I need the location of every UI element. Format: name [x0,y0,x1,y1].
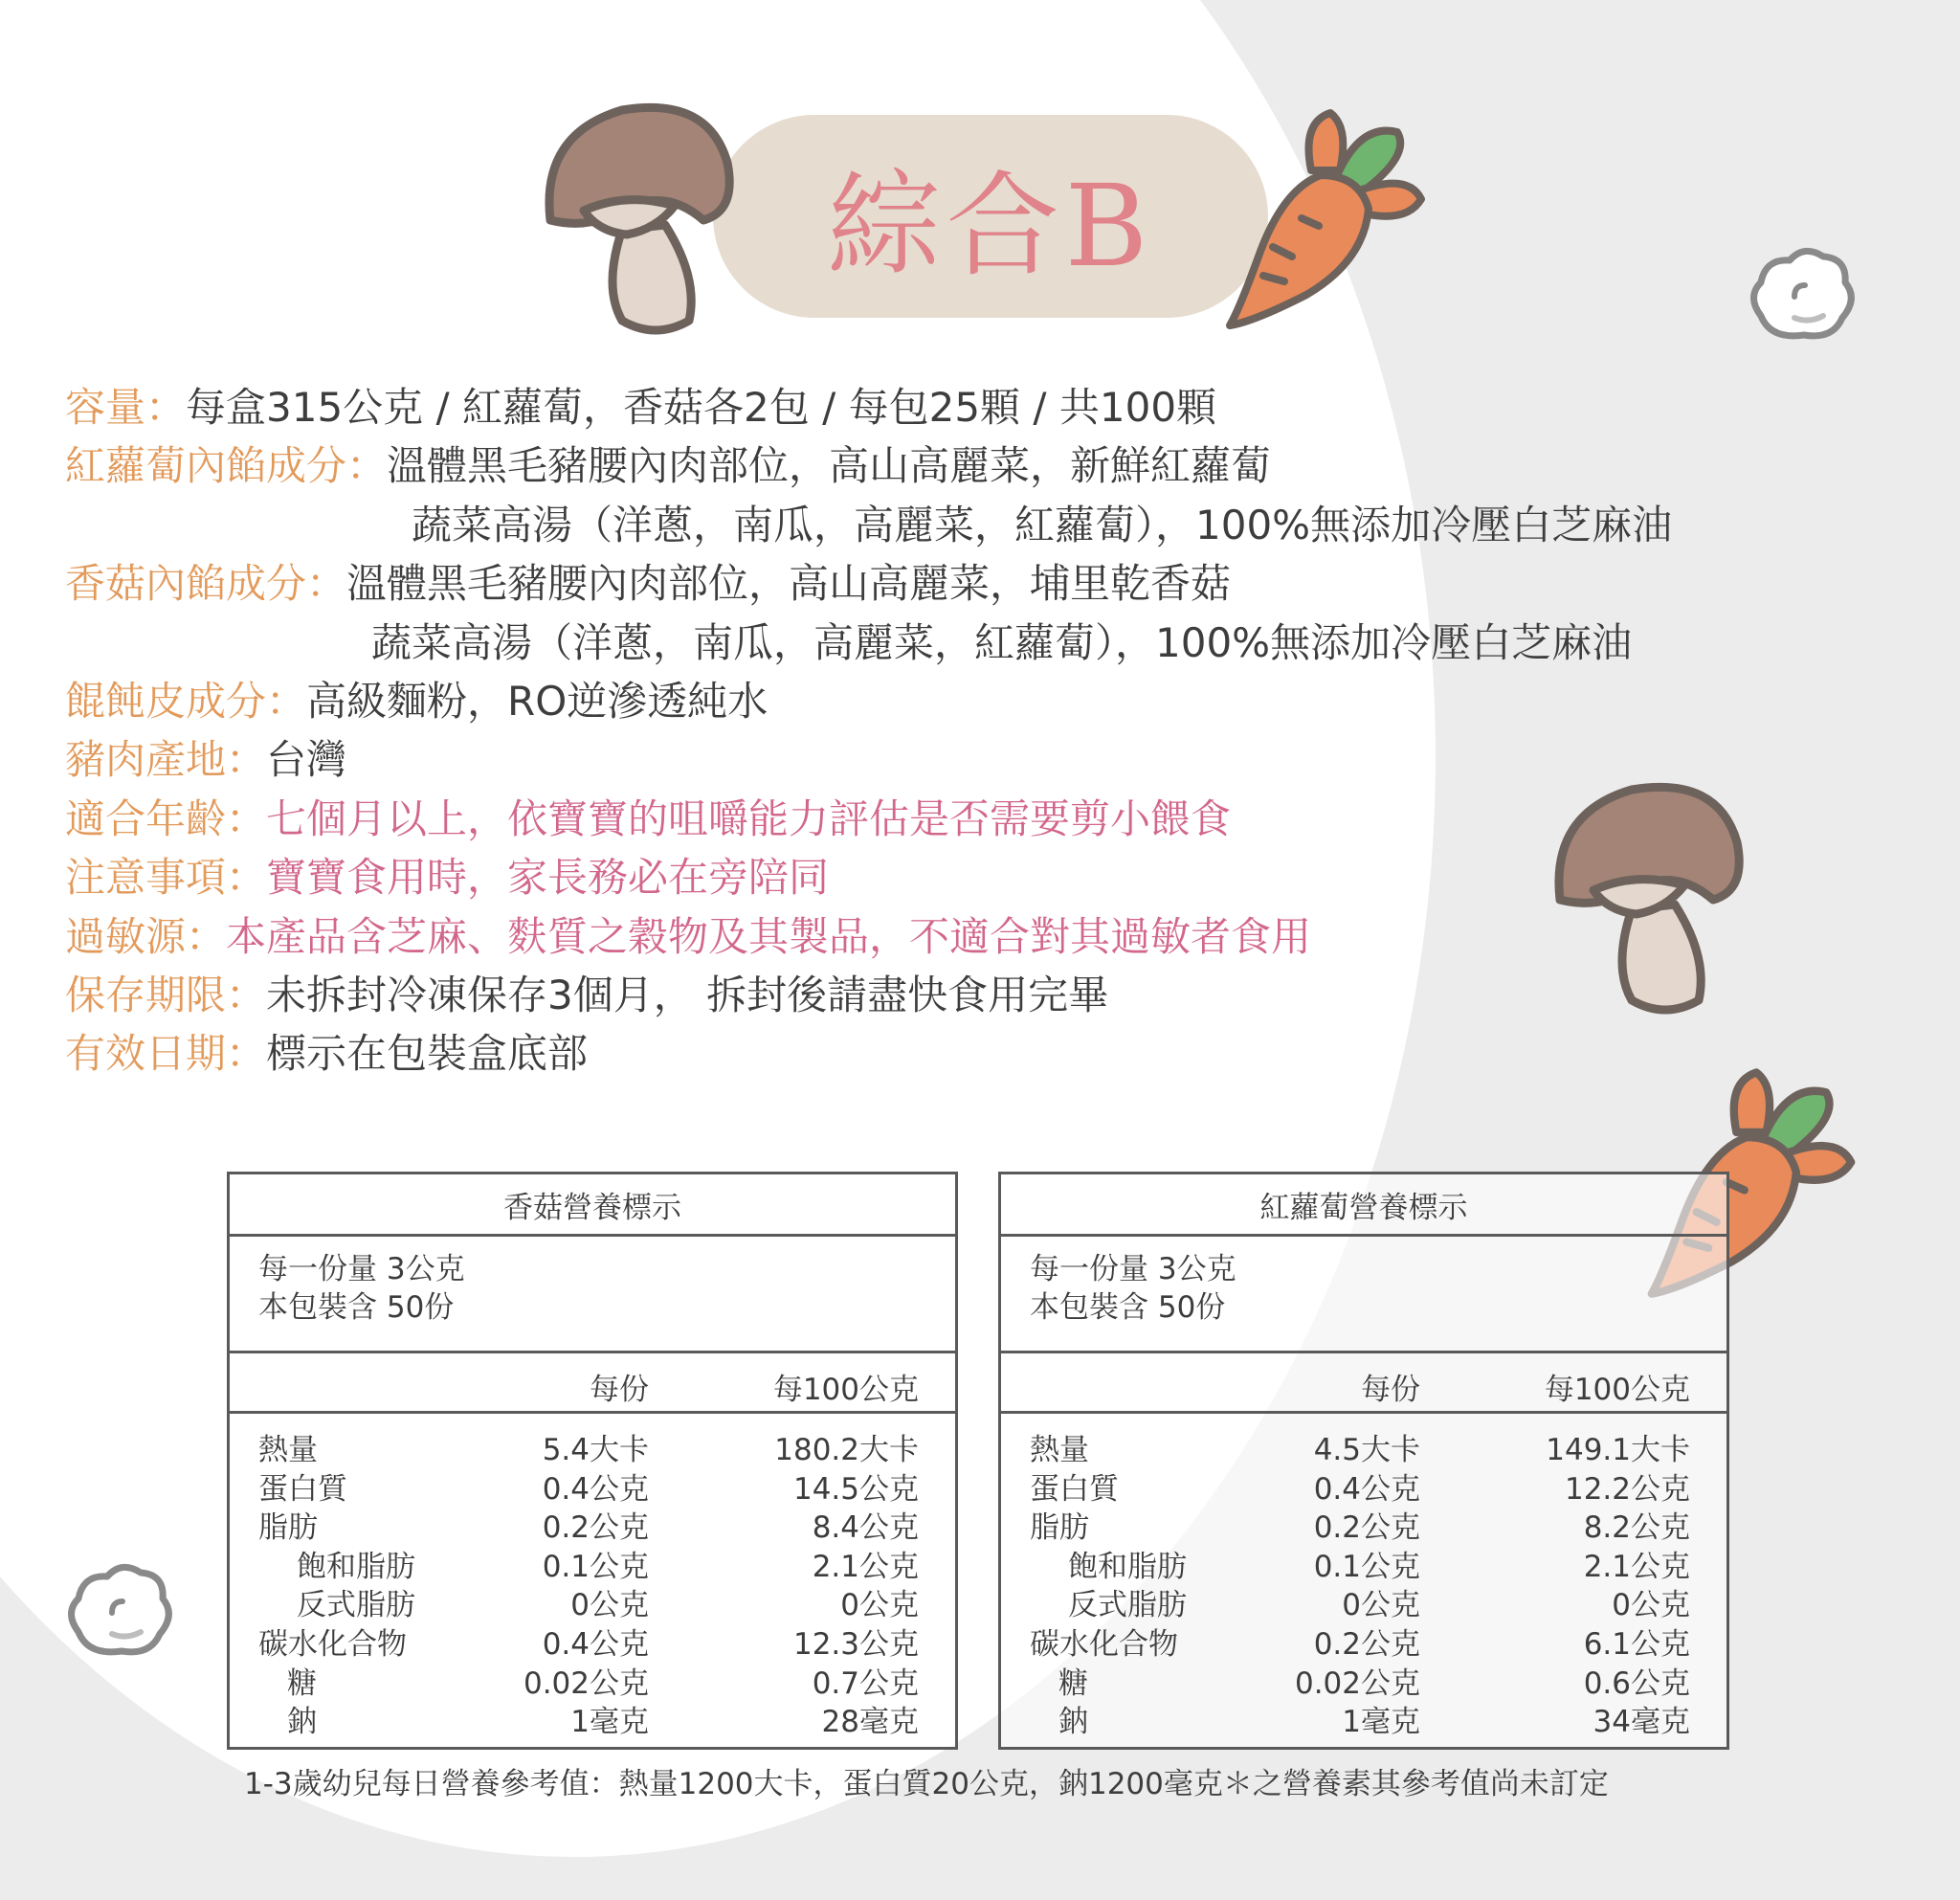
col-per-serving: 每份 [590,1373,649,1407]
info-row-carrot-filling-cont: 蔬菜高湯（洋蔥，南瓜，高麗菜，紅蘿蔔），100%無添加冷壓白芝麻油 [412,501,1673,548]
info-row-mushroom-filling: 香菇內餡成分：溫體黑毛豬腰內肉部位，高山高麗菜，埔里乾香菇 [65,560,1232,608]
nutrition-table-mushroom [227,1172,958,1750]
info-row-wrapper: 餛飩皮成分：高級麵粉，RO逆滲透純水 [65,677,768,725]
nutrient-name: 脂肪 [1030,1510,1089,1546]
per-serving-value: 1毫克 [570,1705,649,1740]
info-row-expiry: 有效日期：標示在包裝盒底部 [65,1030,589,1078]
per-serving-value: 0.4公克 [1313,1471,1420,1507]
nutrient-name: 脂肪 [258,1510,318,1546]
per-serving-value: 0.4公克 [542,1626,649,1662]
per-100g-value: 6.1公克 [1583,1626,1690,1662]
nutrient-name: 糖 [1058,1665,1088,1701]
per-100g-value: 14.5公克 [792,1471,919,1507]
per-serving-value: 5.4大卡 [542,1433,649,1467]
mushroom-icon [531,96,742,335]
table-row [1001,1580,1726,1623]
product-info [65,378,1672,1084]
table-row [1001,1697,1726,1740]
page-title: 綜合B [827,160,1154,292]
table-row [1001,1620,1726,1662]
per-serving-value: 0.2公克 [1313,1626,1420,1662]
carrot-icon [1215,103,1436,333]
per-100g-value: 149.1大卡 [1546,1433,1690,1467]
per-100g-value: 2.1公克 [812,1549,919,1584]
per-serving-value: 0公克 [1342,1588,1420,1623]
table-header [1001,1353,1726,1414]
col-per-serving: 每份 [1361,1373,1420,1407]
info-row-age: 適合年齡：七個月以上，依寶寶的咀嚼能力評估是否需要剪小餵食 [65,794,1232,842]
col-per-100g: 每100公克 [1544,1373,1690,1407]
serving-size: 每一份量 3公克 [258,1252,465,1286]
per-100g-value: 28毫克 [821,1705,919,1740]
info-row-pork-origin: 豬肉產地：台灣 [65,736,347,784]
per-serving-value: 0.1公克 [1313,1549,1420,1584]
table-row [230,1542,955,1584]
per-100g-value: 0.6公克 [1583,1665,1690,1701]
per-serving-value: 0.02公克 [523,1665,649,1701]
table-row [1001,1464,1726,1507]
per-serving-value: 4.5大卡 [1313,1433,1420,1467]
info-row-mushroom-filling-cont: 蔬菜高湯（洋蔥，南瓜，高麗菜，紅蘿蔔），100%無添加冷壓白芝麻油 [371,618,1633,666]
nutrient-name: 飽和脂肪 [1068,1549,1187,1584]
nutrient-name: 反式脂肪 [1068,1588,1187,1623]
table-title: 香菇營養標示 [230,1174,955,1237]
dumpling-icon [1742,239,1866,345]
per-serving-value: 0公克 [570,1588,649,1623]
per-serving-value: 0.2公克 [542,1510,649,1546]
table-header [230,1353,955,1414]
table-body [230,1414,955,1740]
serving-info [1001,1237,1726,1353]
table-row [230,1659,955,1701]
nutrient-name: 飽和脂肪 [297,1549,415,1584]
per-serving-value: 0.1公克 [542,1549,649,1584]
per-100g-value: 180.2大卡 [774,1433,919,1467]
table-row [230,1503,955,1546]
nutrient-name: 糖 [287,1665,317,1701]
nutrient-name: 熱量 [258,1433,318,1467]
info-row-storage: 保存期限：未拆封冷凍保存3個月， 拆封後請盡快食用完畢 [65,971,1109,1018]
info-row-carrot-filling: 紅蘿蔔內餡成分：溫體黑毛豬腰內肉部位，高山高麗菜，新鮮紅蘿蔔 [65,442,1272,490]
table-body [1001,1414,1726,1740]
per-serving-value: 0.2公克 [1313,1510,1420,1546]
table-row [230,1425,955,1467]
footnote: 1-3歲幼兒每日營養參考值：熱量1200大卡，蛋白質20公克，鈉1200毫克＊之營養素其參考值尚未訂定 [244,1767,1609,1801]
nutrient-name: 鈉 [287,1705,317,1740]
table-row [1001,1503,1726,1546]
nutrient-name: 碳水化合物 [258,1626,407,1662]
table-title: 紅蘿蔔營養標示 [1001,1174,1726,1237]
per-100g-value: 12.2公克 [1564,1471,1690,1507]
per-100g-value: 8.2公克 [1583,1510,1690,1546]
table-row [230,1464,955,1507]
per-serving-value: 0.4公克 [542,1471,649,1507]
nutrient-name: 蛋白質 [1030,1471,1119,1507]
per-serving-value: 1毫克 [1342,1705,1420,1740]
col-per-100g: 每100公克 [772,1373,919,1407]
per-100g-value: 8.4公克 [812,1510,919,1546]
servings-per-package: 本包裝含 50份 [1030,1290,1226,1325]
servings-per-package: 本包裝含 50份 [258,1290,455,1325]
table-row [1001,1542,1726,1584]
nutrient-name: 蛋白質 [258,1471,347,1507]
serving-size: 每一份量 3公克 [1030,1252,1236,1286]
per-100g-value: 34毫克 [1592,1705,1690,1740]
nutrient-name: 熱量 [1030,1433,1089,1467]
info-row-capacity: 容量：每盒315公克 / 紅蘿蔔，香菇各2包 / 每包25顆 / 共100顆 [65,384,1217,431]
per-serving-value: 0.02公克 [1294,1665,1420,1701]
dumpling-icon [59,1546,184,1680]
table-row [1001,1425,1726,1467]
table-row [230,1697,955,1740]
nutrient-name: 反式脂肪 [297,1588,415,1623]
nutrient-name: 碳水化合物 [1030,1626,1178,1662]
table-row [230,1620,955,1662]
per-100g-value: 0公克 [840,1588,919,1623]
per-100g-value: 2.1公克 [1583,1549,1690,1584]
nutrition-table-carrot [998,1172,1729,1750]
per-100g-value: 0.7公克 [812,1665,919,1701]
table-row [230,1580,955,1623]
info-row-allergen: 過敏源：本產品含芝麻、麩質之穀物及其製品，不適合對其過敏者食用 [65,912,1312,960]
serving-info [230,1237,955,1353]
per-100g-value: 12.3公克 [792,1626,919,1662]
per-100g-value: 0公克 [1612,1588,1690,1623]
info-row-notice: 注意事項：寶寶食用時，家長務必在旁陪同 [65,854,830,902]
table-row [1001,1659,1726,1701]
nutrient-name: 鈉 [1058,1705,1088,1740]
